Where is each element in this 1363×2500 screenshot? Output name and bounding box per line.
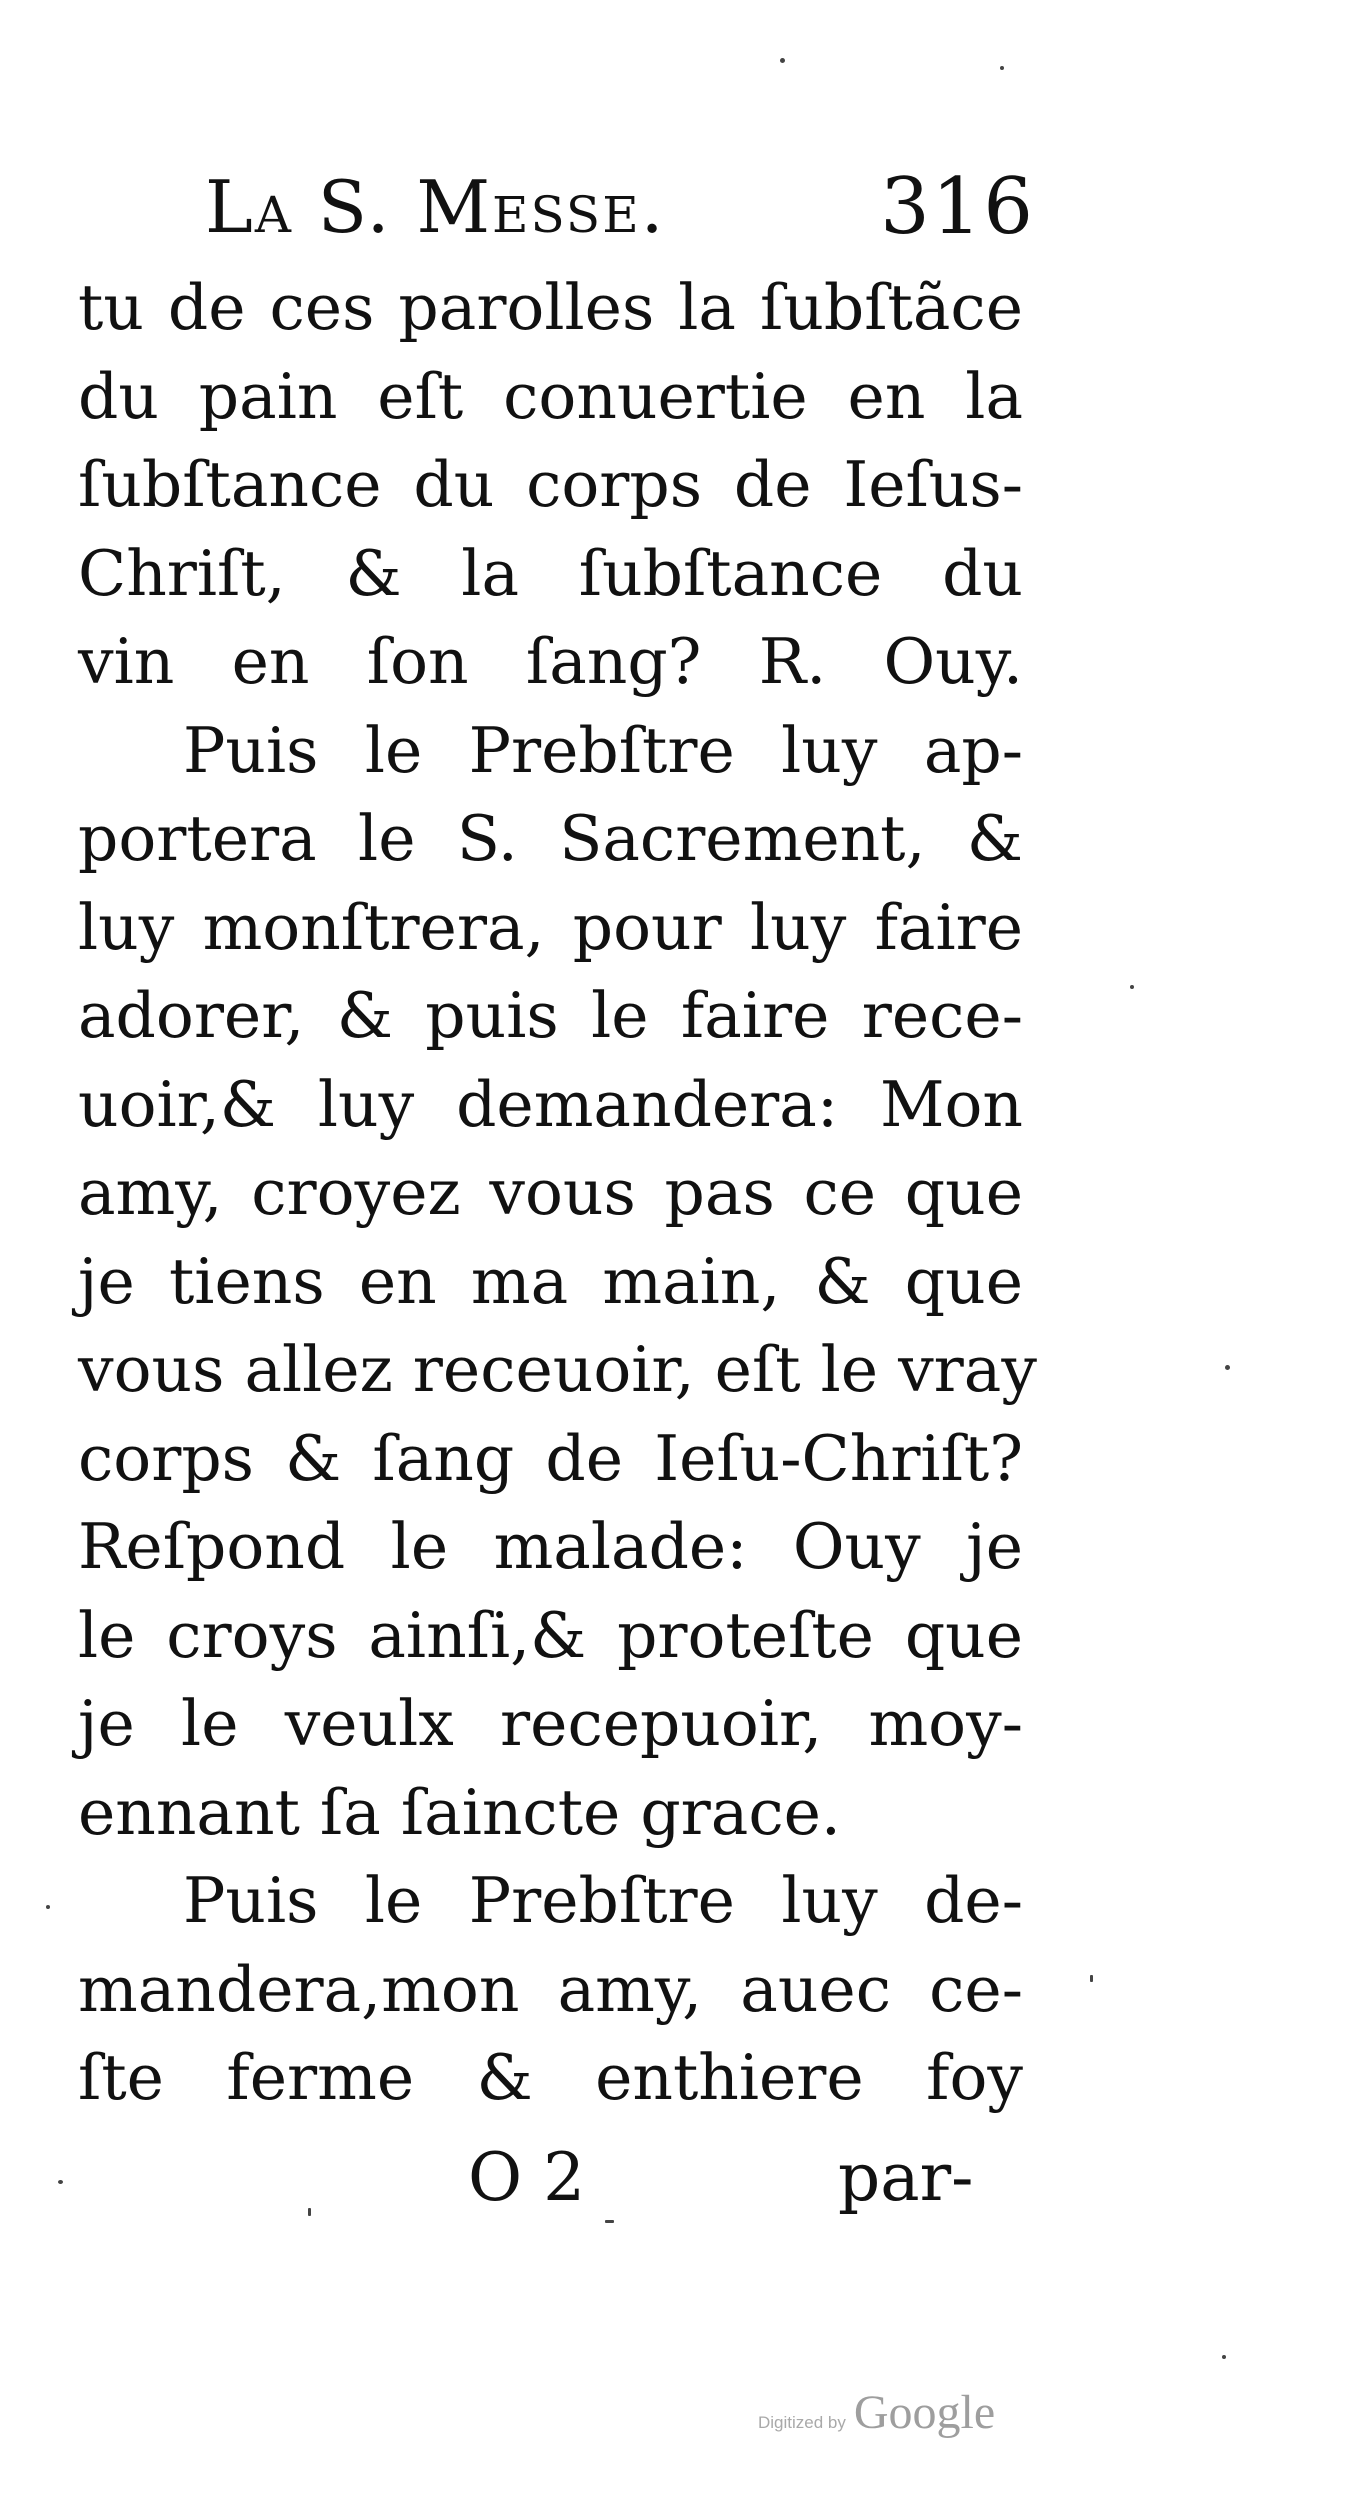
scan-speck	[1090, 1975, 1093, 1982]
page-header	[205, 152, 1035, 262]
text-line: ſubſtance du corps de Ieſus-	[78, 448, 1023, 521]
text-line: Puis le Prebſtre luy de-	[183, 1864, 1023, 1937]
text-line: ennant ſa ſaincte grace.	[78, 1775, 841, 1849]
scan-speck	[780, 58, 785, 63]
scan-speck	[308, 2208, 311, 2216]
text-line: adorer, & puis le faire rece-	[78, 979, 1023, 1052]
page-number: 316	[880, 162, 1035, 252]
text-line: Puis le Prebſtre luy ap-	[183, 713, 1023, 787]
text-line: Reſpond le malade: Ouy je	[78, 1510, 1023, 1583]
text-line: tu de ces parolles la ſubſtãce	[78, 271, 1023, 344]
scan-speck	[1000, 66, 1004, 70]
scan-speck	[1222, 2355, 1226, 2359]
text-line: ſte ferme & enthiere foy	[78, 2041, 1023, 2114]
digitized-watermark	[758, 2385, 995, 2445]
text-line: corps & ſang de Ieſu-Chriſt?	[78, 1421, 1023, 1495]
text-line: portera le S. Sacrement, &	[78, 802, 1023, 875]
text-line: le croys ainſi,& proteſte que	[78, 1598, 1023, 1672]
running-title: La S. Messe.	[205, 165, 666, 249]
text-line: vous allez receuoir, eſt le vray	[78, 1333, 1037, 1406]
scan-speck	[605, 2220, 614, 2223]
scan-speck	[58, 2180, 63, 2184]
text-line: amy, croyez vous pas ce que	[78, 1156, 1023, 1229]
scan-speck	[46, 1905, 50, 1909]
scan-speck	[1225, 1365, 1230, 1370]
text-line: Chriſt, & la ſubſtance du	[78, 536, 1023, 610]
text-line: vin en ſon ſang? R. Ouy.	[78, 625, 1023, 698]
signature-mark: O 2	[468, 2139, 586, 2216]
google-logo: Google	[853, 2386, 996, 2439]
text-line: je tiens en ma main, & que	[78, 1244, 1023, 1318]
text-line: luy monſtrera, pour luy faire	[78, 890, 1023, 964]
catchword: par-	[838, 2139, 974, 2216]
watermark-prefix: Digitized by	[758, 2413, 846, 2432]
text-line: du pain eſt conuertie en la	[78, 359, 1023, 433]
body-text	[78, 264, 1037, 2123]
text-line: mandera,mon amy, auec ce-	[78, 1952, 1023, 2026]
text-line: uoir,& luy demandera: Mon	[78, 1067, 1023, 1141]
scan-speck	[1130, 985, 1134, 989]
text-line: je le veulx recepuoir, moy-	[78, 1687, 1023, 1760]
